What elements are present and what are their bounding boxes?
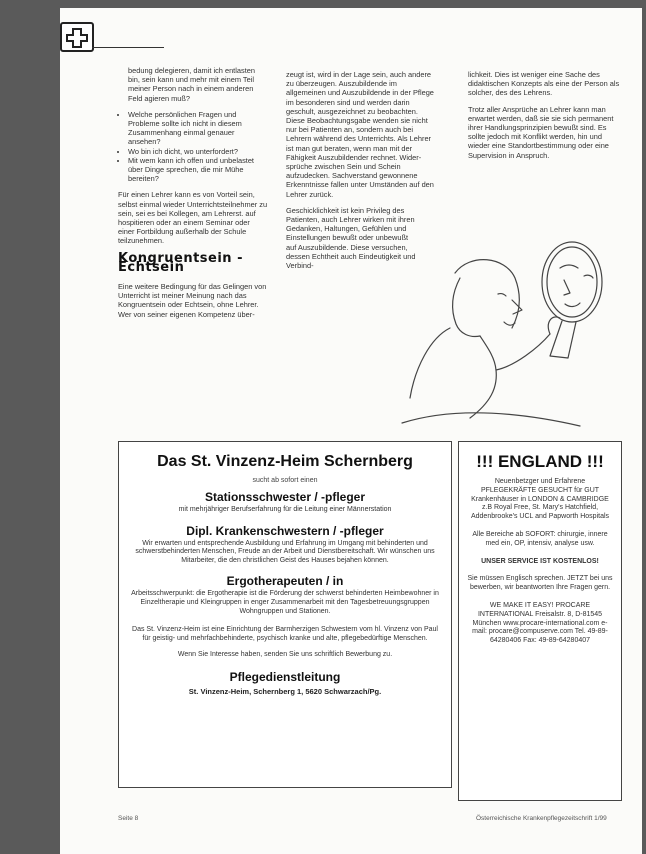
- job-description: mit mehrjähriger Berufserfahrung für die Leitung einer Männerstation: [178, 506, 392, 513]
- journal-citation: Österreichische Krankenpflegezeitschrift 1/99: [476, 815, 607, 822]
- mirror-illustration: [400, 238, 615, 428]
- list-item: • Wo bin ich dicht, wo unterfordert?: [128, 147, 268, 156]
- job-title: Ergotherapeuten / in: [226, 574, 344, 589]
- ad-intro: sucht ab sofort einen: [252, 477, 318, 484]
- article-column-3: [468, 70, 620, 167]
- job-ad-vinzenz: [118, 441, 452, 788]
- ad-title: Das St. Vinzenz-Heim Schernberg: [157, 453, 413, 470]
- ad-call-to-action: Wenn Sie Interesse haben, senden Sie uns schriftlich Bewerbung zu.: [177, 651, 393, 659]
- question-list: [118, 110, 268, 184]
- paragraph: lichkeit. Dies ist weniger eine Sache des didaktischen Konzepts als eine der Person als solcher, des des Lehrens.: [468, 70, 620, 98]
- list-item: • Mit wem kann ich offen und unbelastet über Dinge sprechen, die mir Mühe bereiten?: [128, 156, 268, 184]
- ad-signature: Pflegedienstleitung: [229, 669, 341, 684]
- paragraph: Trotz aller Ansprüche an Lehrer kann man erwartet werden, daß sie sie sich permanent ihrer Handlungsprinzipien bewußt sind. Es sollte jedoch mit Konflikt werden, hin und wieder eine Standortbestimmung oder eine Supervision in Anspruch.: [468, 104, 614, 160]
- job-title: Dipl. Krankenschwestern / -pfleger: [186, 523, 384, 538]
- ad-title: !!! ENGLAND !!!: [476, 452, 604, 471]
- article-column-1: [118, 66, 268, 326]
- journal-logo: [60, 22, 94, 52]
- paragraph: Für einen Lehrer kann es von Vorteil sein, selbst einmal wieder Unterrichtsteilnehmer zu sein, sei es bei Kollegen, am Lehrerst. auf hospitieren oder an einem Seminar oder einer Fortbildung außerhalb der Schule teilzunehmen.: [118, 190, 268, 246]
- job-ad-england: [458, 441, 622, 801]
- ad-about: Das St. Vinzenz-Heim ist eine Einrichtung der Barmherzigen Schwestern vom hl. Vinzenz von Paul für geistig- und mehrfachbehinderte, psychisch kranke und alte, pflegebedürftige Menschen.: [132, 626, 438, 642]
- paragraph: zeugt ist, wird in der Lage sein, auch andere zu überzeugen. Auszubildende im allgemeinen und Auszubildende in der Pflege im besonderen sind und werden darin geschult, ausgezeichnet zu beobachten. Diese Beobachtungsgabe wenden sie nicht nur bei Patienten an, sondern auch bei Lehrern während des Unterrichts. Als Lehrer ist man gut beraten, wenn man mit der Fähigkeit Auszubildender rechnet. Widersprüche zwischen Sein und Schein aufzudecken. Sachverstand gewonnene Erkenntnisse fallen unter Umständen auf den Lehrer zurück.: [286, 70, 434, 199]
- ad-text-block: Neuenbetzger und Erfahrene PFLEGEKRÄFTE GESUCHT für GUT Krankenhäuser in LONDON & CAMBRIDGE z.B Royal Free, St. Mary's Hatchfield, Addenbrooke's UCL and Papworth Hospitals: [470, 478, 610, 521]
- paragraph: Eine weitere Bedingung für das Gelingen von Unterricht ist meiner Meinung nach das Kongruentsein oder Echtsein, ohne Lehrer. Wer von seiner eigenen Kompetenz über-: [118, 282, 267, 319]
- section-heading: Kongruentsein - Echtsein: [118, 250, 243, 275]
- job-title: Stationsschwester / -pfleger: [204, 490, 366, 504]
- ad-text-block: UNSER SERVICE IST KOSTENLOS!: [481, 557, 599, 565]
- paragraph: Geschicklichkeit ist kein Privileg des Patienten, auch Lehrer wirken mit ihren Gedanken, Haltungen, Gefühlen und Einstellungen bewußt oder unbewußt auf Auszubildende. Diese versuchen, dessen Echtheit auch Eindeutigkeit und Verbind-: [286, 205, 416, 271]
- paragraph: bedung delegieren, damit ich entlasten bin, sein kann und mehr mit einem Teil meiner Person nach in einem anderen Feld agieren muß?: [128, 66, 255, 103]
- ad-contact-block: WE MAKE IT EASY! PROCARE INTERNATIONAL Freisalstr. 8, D-81545 München www.procare-international.com e-mail: procare@compuserve.com Tel. 49-89-64280406 Fax: 49-89-64280407: [472, 601, 608, 645]
- job-description: Arbeitsschwerpunkt: die Ergotherapie ist die Förderung der schwerst behinderten Heimbewohner in Einzeltherapie und Kleingruppen in enger Zusammenarbeit mit den Tagesbetreuungsgruppen Wohngruppen und Stationen.: [131, 590, 439, 615]
- page-number: Seite 8: [118, 815, 139, 822]
- cross-icon: [62, 24, 92, 50]
- job-description: Wir erwarten und entsprechende Ausbildung und Erfahrung im Umgang mit behinderten und schwerstbehinderten Menschen, Freude an der Arbeit und Dienstbereitschaft. Wir wünschen uns Mitarbeiter, die den christlichen Geist des Hauses bejahen können.: [135, 539, 435, 564]
- header-rule: [92, 47, 164, 48]
- ad-text-block: Alle Bereiche ab SOFORT: chirurgie, innere med ein, OP, intensiv, analyse usw.: [472, 530, 608, 547]
- list-item: • Welche persönlichen Fragen und Probleme sollte ich nicht in diesem Zusammenhang einmal genauer ansehen?: [128, 110, 268, 147]
- ad-text-block: Sie müssen Englisch sprechen. JETZT bei uns bewerben, wir beantworten Ihre Fragen gern.: [467, 575, 613, 592]
- ad-address: St. Vinzenz-Heim, Schernberg 1, 5620 Schwarzach/Pg.: [188, 686, 382, 696]
